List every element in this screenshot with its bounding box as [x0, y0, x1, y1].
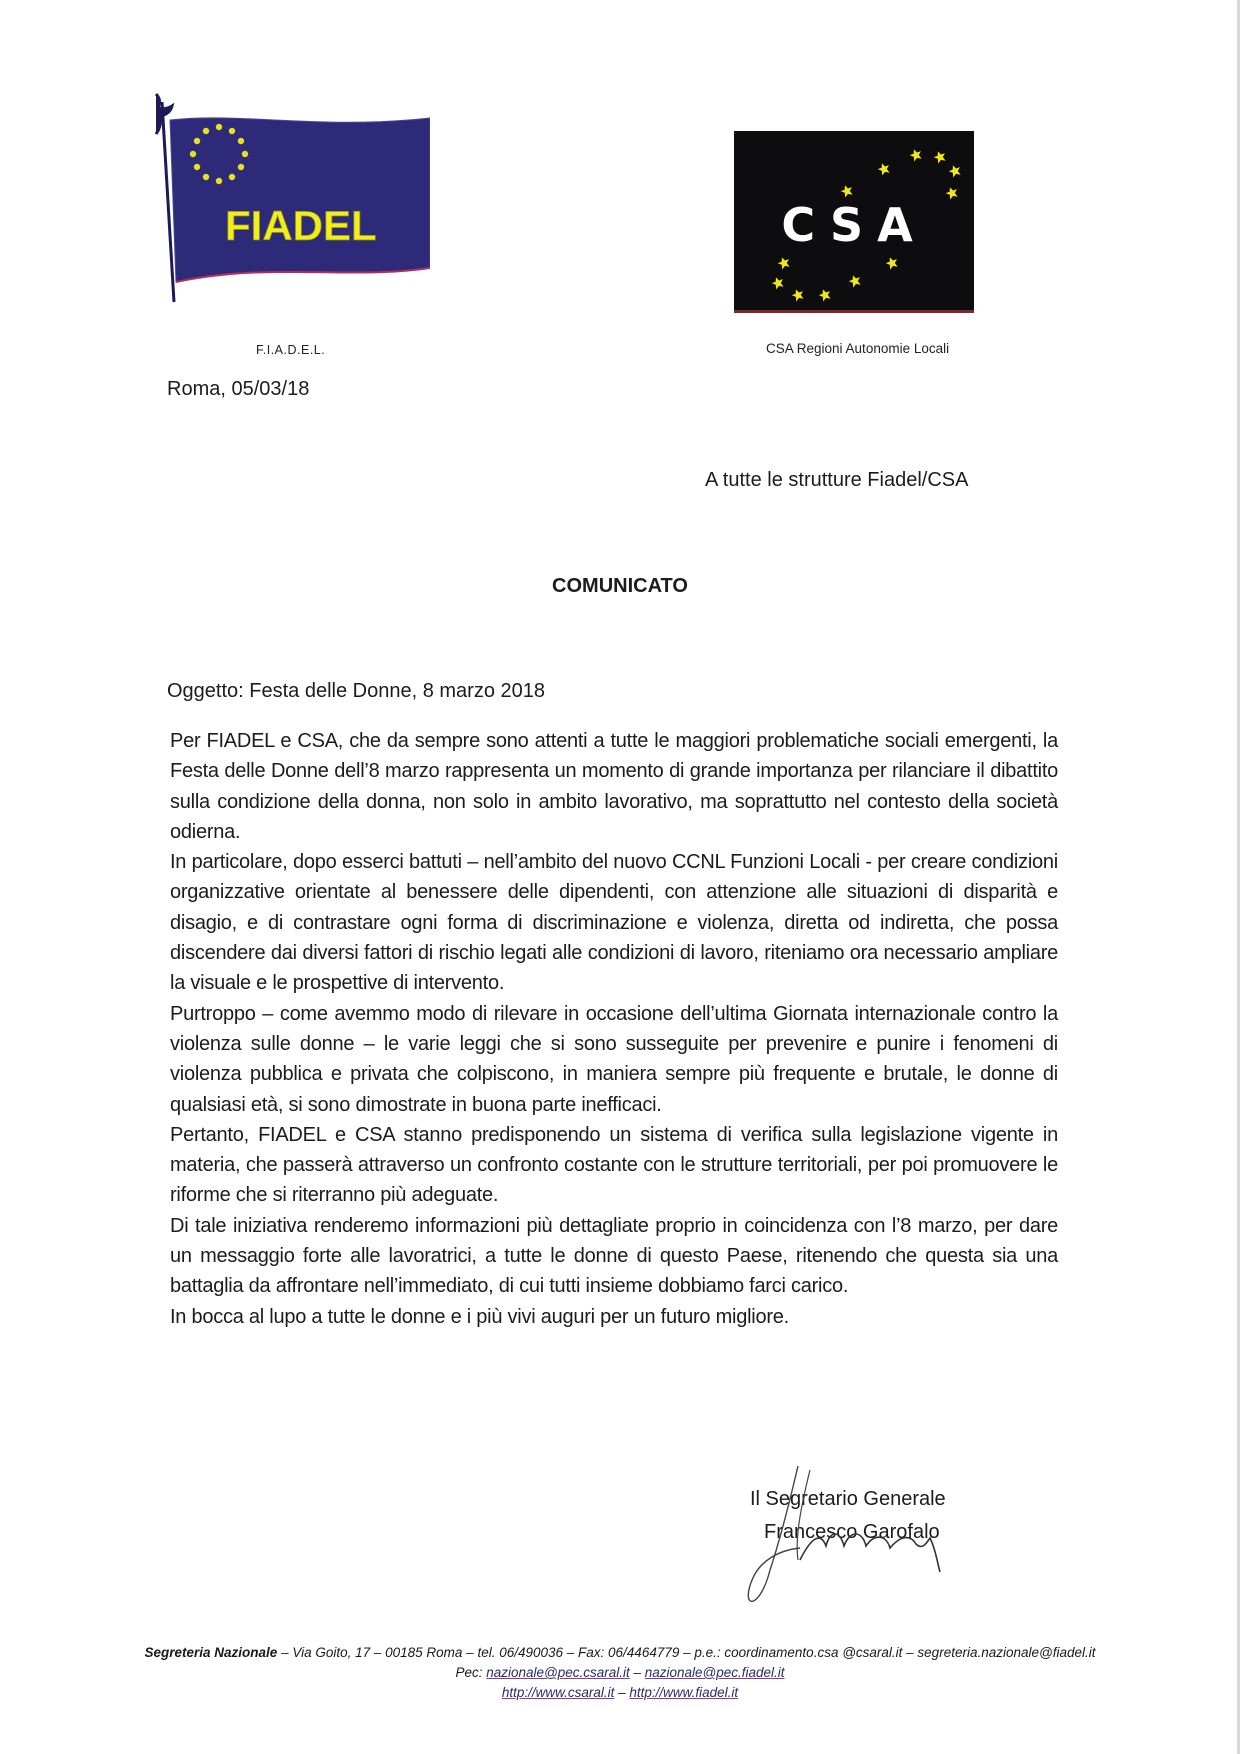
recipient-line: A tutte le strutture Fiadel/CSA [705, 469, 969, 491]
fiadel-flag-icon [150, 92, 430, 322]
signatory-role: Il Segretario Generale [750, 1488, 946, 1510]
svg-text:CSA: CSA [781, 198, 927, 252]
footer-separator: – [629, 1665, 645, 1680]
paragraph: In particolare, dopo esserci battuti – nell’ambito del nuovo CCNL Funzioni Locali - per creare condizioni organizzative orientate al benessere delle dipendenti, con attenzione alle situazioni di disparità e disagio, e di contrastare ogni forma di discriminazione e violenza, diretta od indiretta, che possa discendere dai diversi fattori di rischio legati alle condizioni di lavoro, riteniamo ora necessario ampliare la visuale e le prospettive di intervento. [170, 851, 1058, 995]
paragraph: Per FIADEL e CSA, che da sempre sono attenti a tutte le maggiori problematiche sociali emergenti, la Festa delle Donne dell’8 marzo rappresenta un momento di grande importanza per rilanciare il dibattito sulla condizione della donna, non solo in ambito lavorativo, ma soprattutto nel contesto della società odierna. [170, 730, 1058, 843]
footer-pec-line [0, 1663, 1240, 1683]
svg-text:FIADEL: FIADEL [225, 202, 377, 249]
signatory-name: Francesco Garofalo [764, 1521, 940, 1543]
footer-address: – Via Goito, 17 – 00185 Roma – tel. 06/490036 – Fax: 06/4464779 – p.e.: coordinamento.csa @csaral.it – segreteria.nazionale@fiadel.it [277, 1645, 1096, 1660]
web-link-csaral[interactable]: http://www.csaral.it [501, 1685, 615, 1700]
fiadel-caption: F.I.A.D.E.L. [256, 343, 326, 357]
signature-block [750, 1488, 1030, 1544]
footer-pec-label: Pec: [455, 1665, 487, 1680]
csa-logo [734, 131, 974, 313]
paragraph: Pertanto, FIADEL e CSA stanno predisponendo un sistema di verifica sulla legislazione vigente in materia, che passerà attraverso un confronto costante con le strutture territoriali, per poi promuovere le riforme che si riterranno più adeguate. [170, 1123, 1058, 1207]
paragraph: Di tale iniziativa renderemo informazioni più dettagliate proprio in coincidenza con l’8 marzo, per dare un messaggio forte alle lavoratrici, a tutte le donne di questo Paese, ritenendo che questa sia una battaglia da affrontare nell’immediato, di cui tutti insieme dobbiamo farci carico. [170, 1214, 1058, 1298]
letter-body [170, 726, 1058, 1332]
date-line: Roma, 05/03/18 [167, 378, 310, 400]
subject-line: Oggetto: Festa delle Donne, 8 marzo 2018 [167, 680, 546, 702]
footer [0, 1643, 1240, 1703]
paragraph: In bocca al lupo a tutte le donne e i più vivi auguri per un futuro migliore. [170, 1305, 789, 1328]
csa-caption: CSA Regioni Autonomie Locali [766, 341, 950, 356]
paragraph: Purtroppo – come avemmo modo di rilevare in occasione dell’ultima Giornata internazionale contro la violenza sulle donne – le varie leggi che si sono susseguite per prevenire e punire i fenomeni di violenza pubblica e privata che colpiscono, in maniera sempre più frequente e brutale, le donne di qualsiasi età, si sono dimostrate in buona parte inefficaci. [170, 1002, 1058, 1116]
pec-link-fiadel[interactable]: nazionale@pec.fiadel.it [644, 1665, 785, 1680]
pec-link-csaral[interactable]: nazionale@pec.csaral.it [486, 1665, 630, 1680]
document-title: COMUNICATO [552, 575, 688, 597]
fiadel-logo [150, 92, 430, 322]
footer-office-label: Segreteria Nazionale [144, 1645, 278, 1660]
footer-address-line [0, 1643, 1240, 1663]
footer-web-line [0, 1683, 1240, 1703]
csa-stars-icon [734, 131, 974, 311]
footer-separator: – [614, 1685, 630, 1700]
web-link-fiadel[interactable]: http://www.fiadel.it [629, 1685, 739, 1700]
